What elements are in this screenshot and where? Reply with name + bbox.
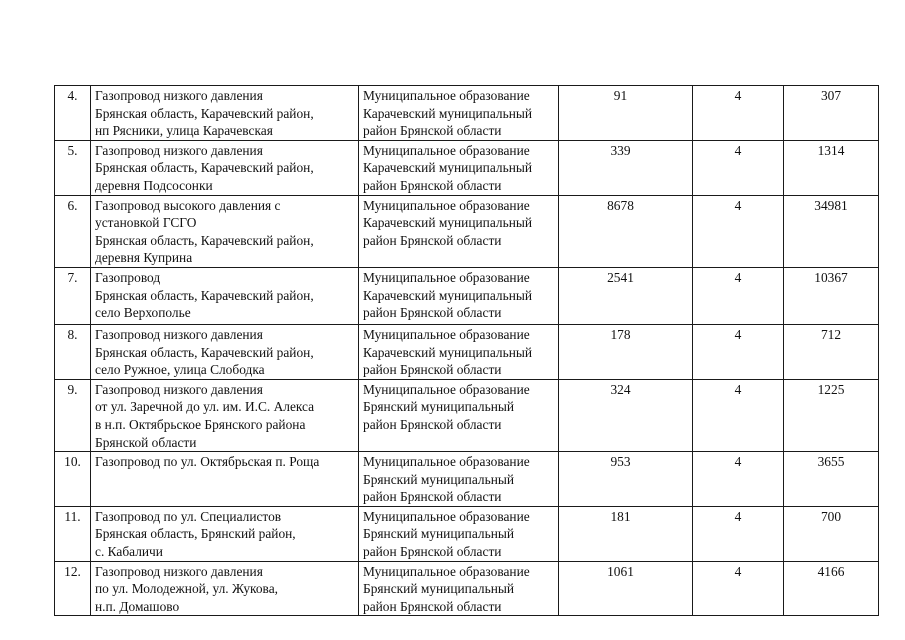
owner-cell: Муниципальное образование Брянский муниципальный район Брянской области bbox=[359, 452, 559, 507]
value-3-cell: 700 bbox=[784, 506, 879, 561]
owner-cell: Муниципальное образование Карачевский муниципальный район Брянской области bbox=[359, 140, 559, 195]
value-1-cell: 91 bbox=[559, 86, 693, 141]
value-3-cell: 10367 bbox=[784, 267, 879, 324]
value-2-cell: 4 bbox=[693, 379, 784, 451]
row-number: 6. bbox=[55, 195, 91, 267]
value-2-cell: 4 bbox=[693, 452, 784, 507]
value-3-cell: 1314 bbox=[784, 140, 879, 195]
row-number: 4. bbox=[55, 86, 91, 141]
table-row bbox=[55, 379, 879, 451]
table-body bbox=[55, 86, 879, 616]
value-3-cell: 3655 bbox=[784, 452, 879, 507]
row-number: 7. bbox=[55, 267, 91, 324]
table-row bbox=[55, 140, 879, 195]
table-row bbox=[55, 324, 879, 379]
value-1-cell: 1061 bbox=[559, 561, 693, 616]
object-name-cell: Газопровод низкого давления Брянская область, Карачевский район, деревня Подсосонки bbox=[91, 140, 359, 195]
table-row bbox=[55, 506, 879, 561]
object-name-cell: Газопровод по ул. Специалистов Брянская область, Брянский район, с. Кабаличи bbox=[91, 506, 359, 561]
value-2-cell: 4 bbox=[693, 506, 784, 561]
table-row bbox=[55, 452, 879, 507]
value-1-cell: 181 bbox=[559, 506, 693, 561]
object-name-cell: Газопровод низкого давления Брянская область, Карачевский район, нп Рясники, улица Карачевская bbox=[91, 86, 359, 141]
value-2-cell: 4 bbox=[693, 195, 784, 267]
owner-cell: Муниципальное образование Карачевский муниципальный район Брянской области bbox=[359, 195, 559, 267]
value-2-cell: 4 bbox=[693, 86, 784, 141]
value-2-cell: 4 bbox=[693, 267, 784, 324]
row-number: 12. bbox=[55, 561, 91, 616]
value-3-cell: 712 bbox=[784, 324, 879, 379]
row-number: 10. bbox=[55, 452, 91, 507]
value-1-cell: 178 bbox=[559, 324, 693, 379]
object-name-cell: Газопровод высокого давления с установкой ГСГО Брянская область, Карачевский район, деревня Куприна bbox=[91, 195, 359, 267]
row-number: 11. bbox=[55, 506, 91, 561]
owner-cell: Муниципальное образование Брянский муниципальный район Брянской области bbox=[359, 561, 559, 616]
object-name-cell: Газопровод низкого давления от ул. Заречной до ул. им. И.С. Алекса в н.п. Октябрьское Брянского района Брянской области bbox=[91, 379, 359, 451]
value-2-cell: 4 bbox=[693, 561, 784, 616]
object-name-cell: Газопровод низкого давления по ул. Молодежной, ул. Жукова, н.п. Домашово bbox=[91, 561, 359, 616]
owner-cell: Муниципальное образование Брянский муниципальный район Брянской области bbox=[359, 379, 559, 451]
value-1-cell: 324 bbox=[559, 379, 693, 451]
owner-cell: Муниципальное образование Брянский муниципальный район Брянской области bbox=[359, 506, 559, 561]
owner-cell: Муниципальное образование Карачевский муниципальный район Брянской области bbox=[359, 86, 559, 141]
table-row bbox=[55, 195, 879, 267]
object-name-cell: Газопровод по ул. Октябрьская п. Роща bbox=[91, 452, 359, 507]
table-row bbox=[55, 561, 879, 616]
value-1-cell: 8678 bbox=[559, 195, 693, 267]
object-name-cell: Газопровод низкого давления Брянская область, Карачевский район, село Ружное, улица Слободка bbox=[91, 324, 359, 379]
value-1-cell: 339 bbox=[559, 140, 693, 195]
owner-cell: Муниципальное образование Карачевский муниципальный район Брянской области bbox=[359, 324, 559, 379]
gas-pipeline-table bbox=[54, 85, 879, 616]
owner-cell: Муниципальное образование Карачевский муниципальный район Брянской области bbox=[359, 267, 559, 324]
value-3-cell: 4166 bbox=[784, 561, 879, 616]
value-1-cell: 953 bbox=[559, 452, 693, 507]
value-3-cell: 1225 bbox=[784, 379, 879, 451]
table-row bbox=[55, 86, 879, 141]
value-2-cell: 4 bbox=[693, 140, 784, 195]
object-name-cell: Газопровод Брянская область, Карачевский район, село Верхополье bbox=[91, 267, 359, 324]
value-1-cell: 2541 bbox=[559, 267, 693, 324]
value-3-cell: 34981 bbox=[784, 195, 879, 267]
value-2-cell: 4 bbox=[693, 324, 784, 379]
row-number: 5. bbox=[55, 140, 91, 195]
table-row bbox=[55, 267, 879, 324]
row-number: 9. bbox=[55, 379, 91, 451]
row-number: 8. bbox=[55, 324, 91, 379]
value-3-cell: 307 bbox=[784, 86, 879, 141]
